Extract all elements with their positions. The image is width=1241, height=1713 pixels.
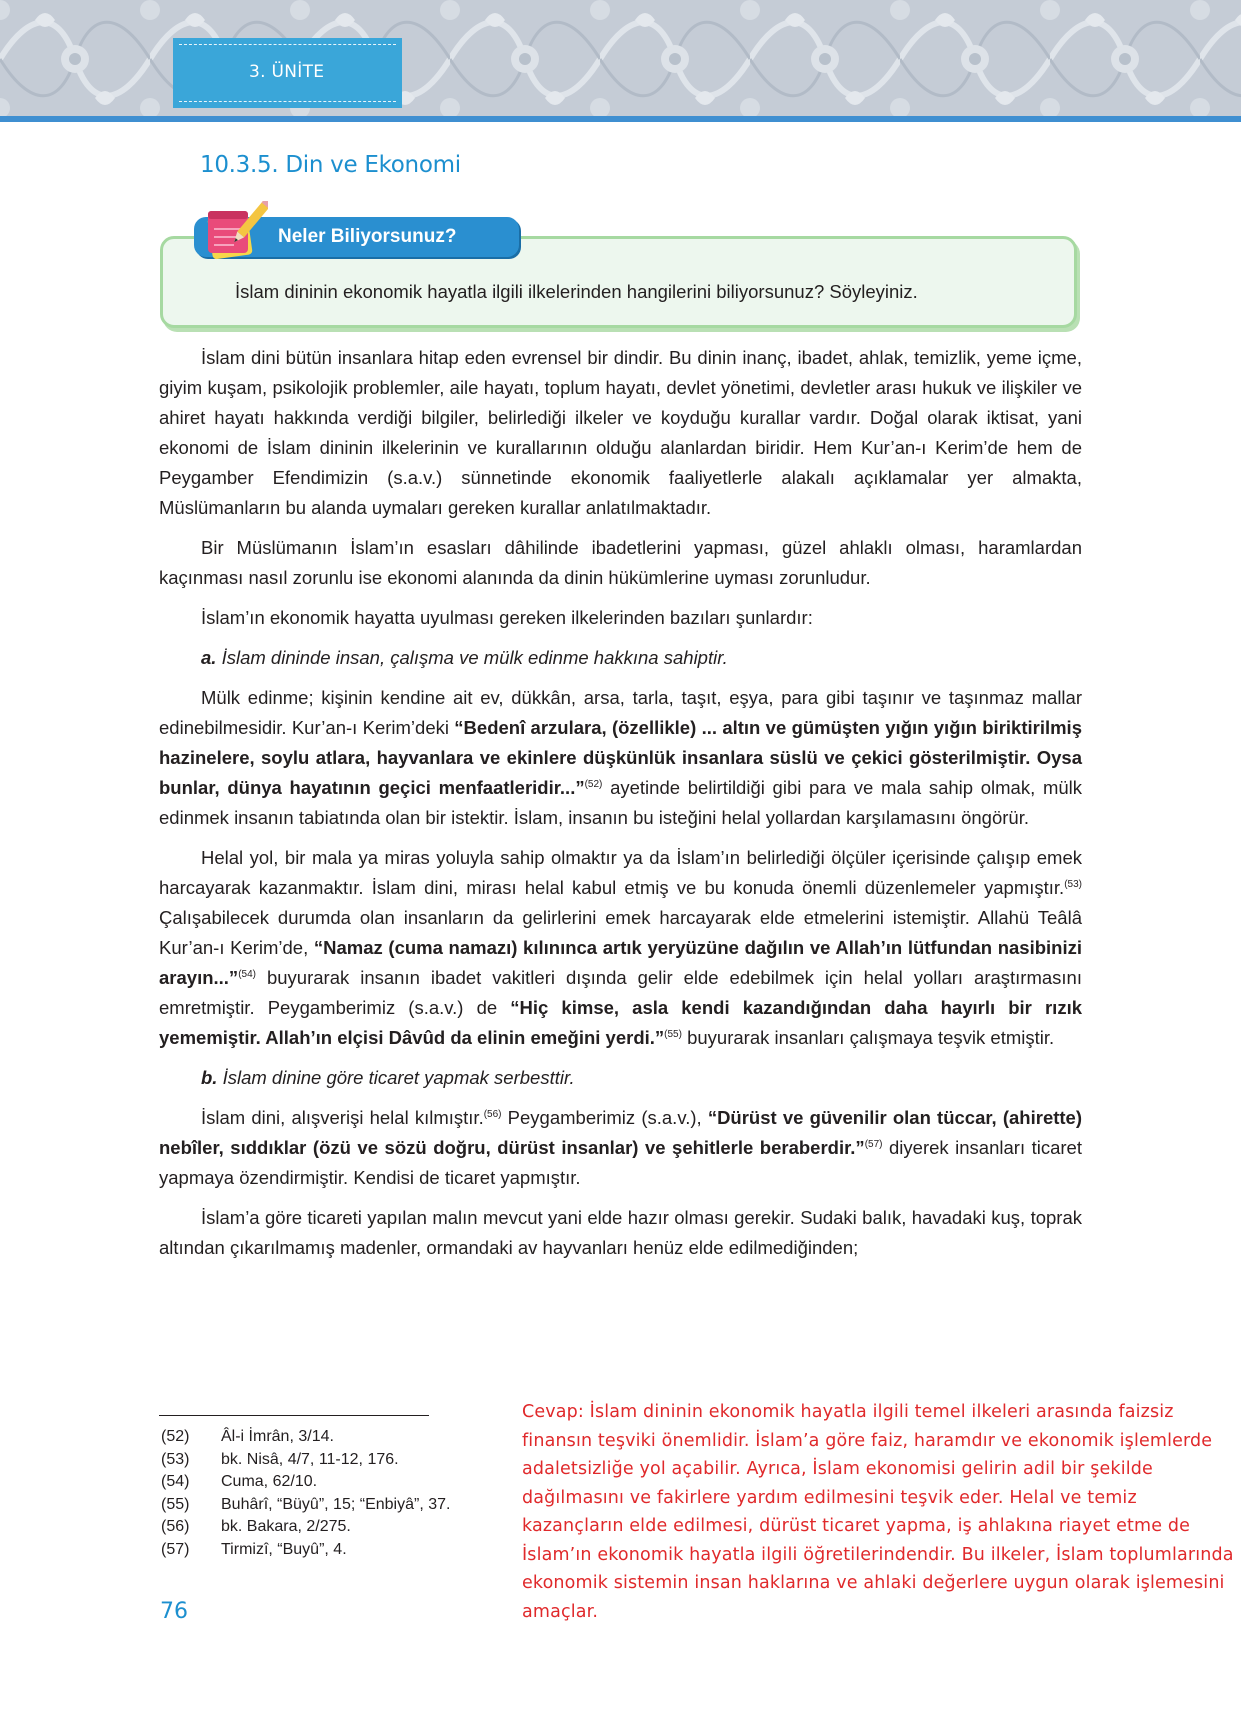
principle-a-letter: a. — [201, 647, 217, 668]
paragraph-5-part-2: Çalışabilecek durumda olan insanların da gelirlerini emek harcayarak elde etmelerini istemiştir. Allahü Teâlâ Kur’an-ı Kerim’de, — [159, 907, 1082, 958]
footnote-text: Tirmizî, “Buyû”, 4. — [221, 1540, 347, 1558]
principle-a-text: İslam dininde insan, çalışma ve mülk edinme hakkına sahiptir. — [221, 647, 728, 668]
footnote-52 — [161, 1426, 450, 1449]
footnote-text: bk. Nisâ, 4/7, 11-12, 176. — [221, 1450, 399, 1468]
footnote-ref-57: (57) — [864, 1138, 883, 1150]
footnote-text: Buhârî, “Büyû”, 15; “Enbiyâ”, 37. — [221, 1495, 451, 1513]
header-divider — [0, 116, 1241, 122]
footnote-ref-52: (52) — [584, 778, 603, 790]
quran-quote-ali-imran: “Bedenî arzulara, (özellikle) ... altın ve gümüşten yığın yığın biriktirilmiş hazinelere, soylu atlara, hayvanlara ve ekinlere düşkünlük insanlara süslü ve çekici gösterilmiştir. Oysa bunlar, dünya hayatının geçici menfaatleridir...” — [159, 717, 1082, 798]
paragraph-5-part-1: Helal yol, bir mala ya miras yoluyla sahip olmaktır ya da İslam’ın belirlediği ölçüler içerisinde çalışıp emek harcayarak kazanmaktır. İslam dini, mirası helal kabul etmiş ve bu konuda önemli düzenlemeler yapmıştır. — [159, 847, 1082, 898]
footnotes — [161, 1426, 450, 1561]
hadith-quote-davud: “Hiç kimse, asla kendi kazandığından daha hayırlı bir rızık yememiştir. Allah’ın elçisi Dâvûd da elinin emeğini yerdi.” — [159, 997, 1082, 1048]
footnote-ref-53: (53) — [1064, 878, 1082, 890]
unit-label: 3. ÜNİTE — [249, 62, 325, 82]
paragraph-4 — [159, 683, 1082, 833]
footnote-57 — [161, 1539, 450, 1562]
question-text: İslam dininin ekonomik hayatla ilgili ilkelerinden hangilerini biliyorsunuz? Söyleyiniz. — [235, 281, 918, 302]
paragraph-6-part-1: İslam dini, alışverişi helal kılmıştır. — [201, 1107, 484, 1128]
paragraph-5 — [159, 843, 1082, 1053]
footnote-ref-54: (54) — [238, 968, 256, 980]
footnote-divider — [159, 1415, 429, 1416]
page-number: 76 — [160, 1599, 188, 1624]
footnote-53 — [161, 1449, 450, 1472]
principle-b-letter: b. — [201, 1067, 218, 1088]
paragraph-6 — [159, 1103, 1082, 1193]
principle-b-text: İslam dinine göre ticaret yapmak serbesttir. — [222, 1067, 575, 1088]
paragraph-3: İslam’ın ekonomik hayatta uyulması gereken ilkelerinden bazıları şunlardır: — [201, 607, 813, 628]
footnote-number: (52) — [161, 1428, 190, 1445]
footnote-text: Cuma, 62/10. — [221, 1473, 318, 1490]
footnote-number: (55) — [161, 1495, 190, 1513]
paragraph-4-part-2: ayetinde belirtildiği gibi para ve mala sahip olmak, mülk edinmek insanın tabiatında olan bir istektir. İslam, insanın bu isteğini helal yollardan karşılamasını öngörür. — [159, 777, 1082, 828]
paragraph-5-part-3: buyurarak insanın ibadet vakitleri dışında gelir elde edebilmek için helal yolları araştırmasını emretmiştir. Peygamberimiz (s.a.v.) de — [159, 967, 1082, 1018]
paragraph-2: Bir Müslümanın İslam’ın esasları dâhilinde ibadetlerini yapması, güzel ahlaklı olması, haramlardan kaçınması nasıl zorunlu ise ekonomi alanında da dinin hükümlerine uyması zorunludur. — [159, 537, 1082, 588]
footnote-text: Âl-i İmrân, 3/14. — [221, 1428, 334, 1445]
principle-a-heading — [159, 643, 1082, 673]
paragraph-6-part-2: Peygamberimiz (s.a.v.), — [501, 1107, 708, 1128]
unit-tab-dashed-border-top — [179, 44, 396, 45]
footnote-54 — [161, 1471, 450, 1494]
unit-tab — [173, 38, 402, 108]
paragraph-6-part-3: diyerek insanları ticaret yapmaya özendirmiştir. Kendisi de ticaret yapmıştır. — [159, 1137, 1082, 1188]
quran-quote-cuma: “Namaz (cuma namazı) kılınınca artık yeryüzüne dağılın ve Allah’ın lütfundan nasibinizi arayın...” — [159, 937, 1082, 988]
footnote-number: (56) — [161, 1518, 190, 1535]
paragraph-7: İslam’a göre ticareti yapılan malın mevcut yani elde hazır olması gerekir. Sudaki balık, havadaki kuş, toprak altından çıkarılmamış madenler, ormandaki av hayvanları henüz elde edilmediğinden; — [159, 1207, 1082, 1258]
notepad-pencil-icon — [204, 201, 268, 263]
footnote-56 — [161, 1516, 450, 1539]
principle-b-heading — [159, 1063, 1082, 1093]
footnote-number: (57) — [161, 1540, 190, 1558]
hadith-quote-tuccar: “Dürüst ve güvenilir olan tüccar, (ahirette) nebîler, sıddıklar (özü ve sözü doğru, dürüst insanlar) ve şehitlerle beraberdir.” — [159, 1107, 1083, 1158]
body-text — [159, 343, 1082, 1263]
footnote-number: (53) — [161, 1450, 190, 1468]
footnote-ref-55: (55) — [664, 1028, 682, 1040]
section-title: 10.3.5. Din ve Ekonomi — [200, 152, 461, 178]
paragraph-5-part-4: buyurarak insanları çalışmaya teşvik etmiştir. — [681, 1027, 1055, 1048]
footnote-ref-56: (56) — [483, 1108, 502, 1120]
answer-annotation: Cevap: İslam dininin ekonomik hayatla ilgili temel ilkeleri arasında faizsiz finansın teşviki önemlidir. İslam’a göre faiz, haramdır ve ekonomik işlemlerde adaletsizliğe yol açabilir. Ayrıca, İslam ekonomisi gelirin adil bir şekilde dağılmasını ve fakirlere yardım edilmesini teşvik eder. Helal ve temiz kazançların elde edilmesi, dürüst ticaret yapma, iş ahlakına riayet etme de İslam’ın ekonomik hayatla ilgili öğretilerindendir. Bu ilkeler, İslam toplumlarında ekonomik sistemin insan haklarına ve ahlaki değerlere uygun olarak işlemesini amaçlar. — [522, 1402, 1234, 1622]
question-box-heading: Neler Biliyorsunuz? — [278, 226, 457, 247]
paragraph-1: İslam dini bütün insanlara hitap eden evrensel bir dindir. Bu dinin inanç, ibadet, ahlak, temizlik, yeme içme, giyim kuşam, psikolojik problemler, aile hayatı, toplum hayatı, devlet yönetimi, devletler arası hukuk ve ilişkiler ve ahiret hayatı hakkında verdiği bilgiler, belirlediği ilkeler ve koyduğu kurallar vardır. Doğal olarak iktisat, yani ekonomi de İslam dininin ilkelerinin ve kurallarının olduğu alanlardan biridir. Hem Kur’an-ı Kerim’de hem de Peygamber Efendimizin (s.a.v.) sünnetinde ekonomik faaliyetlerle alakalı açıklamalar yer almakta, Müslümanların bu alanda uymaları gereken kurallar anlatılmaktadır. — [159, 347, 1082, 518]
footnote-55 — [161, 1494, 450, 1517]
paragraph-4-part-1: Mülk edinme; kişinin kendine ait ev, dükkân, arsa, tarla, taşıt, eşya, para gibi taşınır ve taşınmaz mallar edinebilmesidir. Kur’an-ı Kerim’deki — [159, 687, 1082, 738]
footnote-number: (54) — [161, 1473, 190, 1490]
unit-tab-dashed-border-bottom — [179, 101, 396, 102]
footnote-text: bk. Bakara, 2/275. — [221, 1518, 351, 1535]
